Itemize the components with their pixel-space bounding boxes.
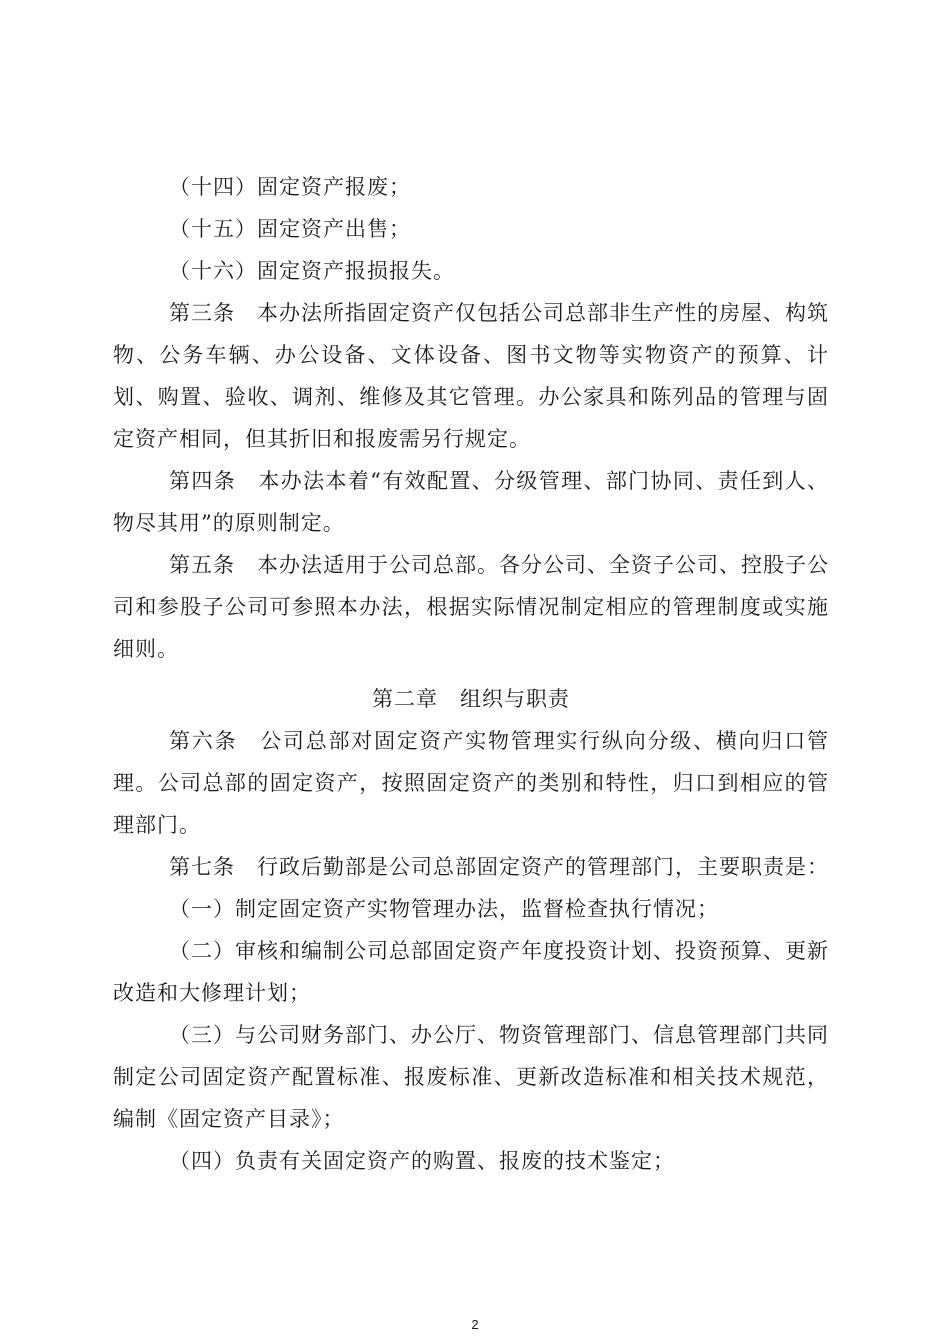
chapter-heading: 第二章 组织与职责 [372, 687, 570, 711]
list-item: （十五）固定资产出售； [169, 217, 411, 241]
article-4: 第四条 本办法本着“有效配置、分级管理、部门协同、责任到人、物尽其用”的原则制定。 [113, 469, 829, 535]
list-item: （二）审核和编制公司总部固定资产年度投资计划、投资预算、更新改造和大修理计划； [113, 939, 829, 1005]
article-6: 第六条 公司总部对固定资产实物管理实行纵向分级、横向归口管理。公司总部的固定资产，按照固定资产的类别和特性，归口到相应的管理部门。 [113, 729, 829, 837]
list-item: （四）负责有关固定资产的购置、报废的技术鉴定； [169, 1149, 675, 1173]
page-number: 2 [471, 1317, 479, 1332]
article-3: 第三条 本办法所指固定资产仅包括公司总部非生产性的房屋、构筑物、公务车辆、办公设备、文体设备、图书文物等实物资产的预算、计划、购置、验收、调剂、维修及其它管理。办公家具和陈列品的管理与固定资产相同，但其折旧和报废需另行规定。 [113, 301, 829, 451]
article-7: 第七条 行政后勤部是公司总部固定资产的管理部门，主要职责是： [169, 855, 829, 879]
list-item: （十六）固定资产报损报失。 [169, 259, 455, 283]
list-item: （一）制定固定资产实物管理办法，监督检查执行情况； [169, 897, 719, 921]
document-body [113, 166, 829, 1182]
list-item: （十四）固定资产报废； [169, 175, 411, 199]
list-item: （三）与公司财务部门、办公厅、物资管理部门、信息管理部门共同制定公司固定资产配置标准、报废标准、更新改造标准和相关技术规范，编制《固定资产目录》； [113, 1023, 829, 1131]
article-5: 第五条 本办法适用于公司总部。各分公司、全资子公司、控股子公司和参股子公司可参照本办法，根据实际情况制定相应的管理制度或实施细则。 [113, 553, 829, 661]
